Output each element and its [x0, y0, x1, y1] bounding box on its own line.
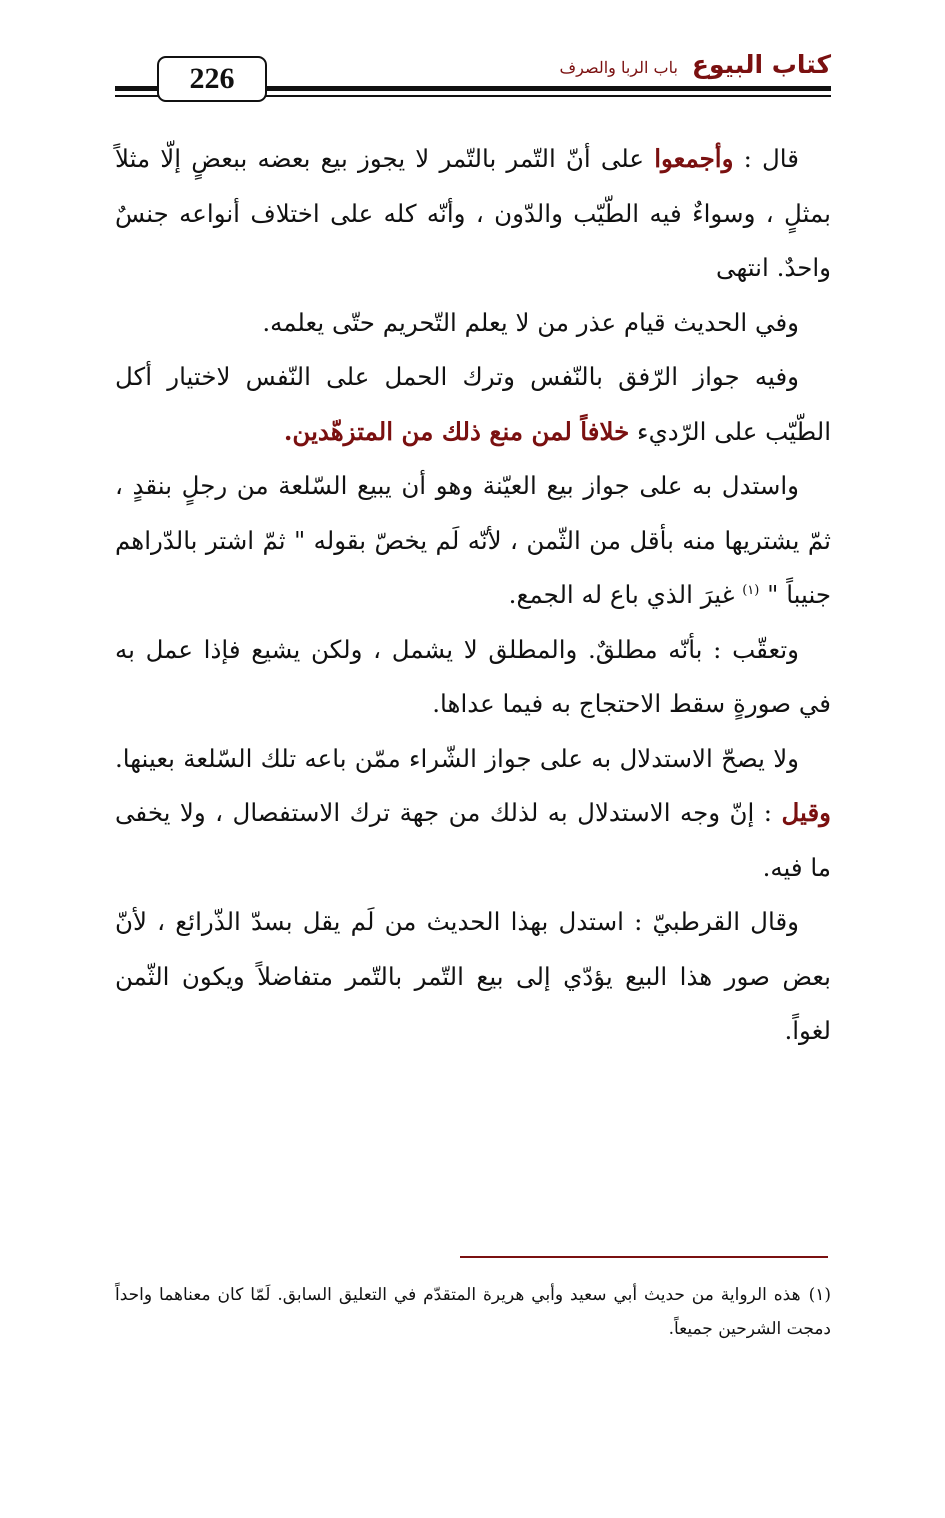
- header-titles: [560, 50, 831, 79]
- paragraph-6-text-a: ولا يصحّ الاستدلال به على جواز الشّراء ممّن باعه تلك السّلعة بعينها.: [115, 743, 799, 773]
- main-text: [115, 132, 831, 1059]
- book-title: كتاب البيوع: [691, 50, 831, 79]
- paragraph-1-text-a: قال :: [733, 144, 799, 173]
- paragraph-6-text-b: : إنّ وجه الاستدلال به لذلك من جهة ترك الاستفصال ، ولا يخفى ما فيه.: [115, 798, 831, 882]
- paragraph-2: وفي الحديث قيام عذر من لا يعلم التّحريم حتّى يعلمه.: [262, 307, 799, 337]
- paragraph-4-text-a: واستدل به على جواز بيع العيّنة وهو أن يبيع السّلعة من رجلٍ بنقدٍ ، ثمّ يشتريها منه بأقل من الثّمن ، لأنّه لَم يخصّ بقوله " ثمّ اشتر بالدّراهم جنيباً ": [115, 471, 831, 609]
- footnote-text: هذه الرواية من حديث أبي سعيد وأبي هريرة المتقدّم في التعليق السابق. لَمّا كان معناهما واحداً دمجت الشرحين جميعاً.: [115, 1285, 831, 1339]
- footnote-separator: [460, 1256, 828, 1258]
- paragraph-3-text-a: وفيه جواز الرّفق بالنّفس وترك الحمل على النّفس لاختيار أكل الطّيّب على الرّديء: [115, 362, 831, 446]
- paragraph-1-highlight: وأجمعوا: [654, 144, 734, 173]
- paragraph-7: وقال القرطبيّ : استدل بهذا الحديث من لَم يقل بسدّ الذّرائع ، لأنّ بعض صور هذا البيع يؤدّي إلى بيع التّمر بالتّمر متفاضلاً ويكون الثّمن لغواً.: [115, 907, 831, 1045]
- paragraph-4: [115, 459, 831, 623]
- paragraph-3: [115, 350, 831, 459]
- footnote-marker: (١): [808, 1285, 831, 1305]
- paragraph-6: [115, 732, 831, 896]
- paragraph-1: [115, 132, 831, 296]
- page-number: 226: [157, 56, 267, 102]
- chapter-title: باب الربا والصرف: [559, 58, 678, 77]
- footnote: [115, 1278, 831, 1346]
- paragraph-1-text-b: على أنّ التّمر بالتّمر لا يجوز بيع بعضه ببعضٍ إلّا مثلاً بمثلٍ ، وسواءٌ فيه الطّيّب والدّون ، وأنّه كله على اختلاف أنواعه جنسٌ واحدٌ. انتهى: [115, 144, 831, 282]
- paragraph-3-highlight: خلافاً لمن منع ذلك من المتزهّدين.: [283, 416, 630, 446]
- paragraph-5: وتعقّب : بأنّه مطلقٌ. والمطلق لا يشمل ، ولكن يشيع فإذا عمل به في صورةٍ سقط الاحتجاج به فيما عداها.: [115, 634, 831, 718]
- footnote-reference[interactable]: (١): [742, 582, 760, 598]
- page-header: [115, 46, 831, 108]
- paragraph-4-text-b: غيرَ الذي باع له الجمع.: [508, 580, 743, 609]
- paragraph-6-highlight: وقيل: [781, 798, 831, 827]
